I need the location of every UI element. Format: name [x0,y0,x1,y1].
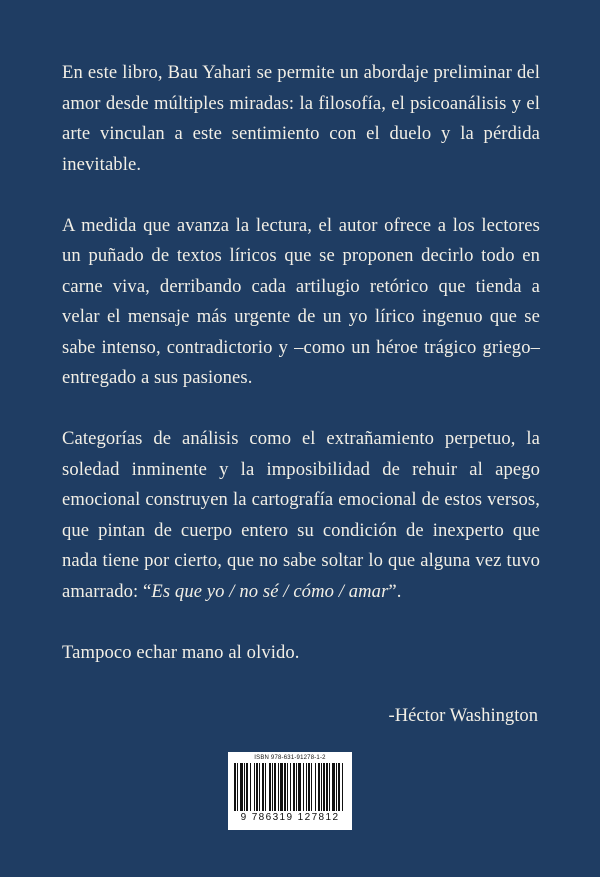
blurb-text [62,58,540,699]
author-signature: -Héctor Washington [388,705,538,726]
isbn-label: ISBN 978-631-91278-1-2 [254,755,326,761]
blurb-paragraph-3 [62,424,540,607]
quoted-verse: Es que yo / no sé / cómo / amar [151,580,389,602]
barcode-digits: 9 786319 127812 [240,812,340,823]
blurb-paragraph-2: A medida que avanza la lectura, el autor ofrece a los lectores un puñado de textos líricos que se proponen decirlo todo en carne viva, derribando cada artilugio retórico que tienda a velar el mensaje más urgente de un yo lírico ingenuo que se sabe intenso, contradictorio y –como un héroe trágico griego– entregado a sus pasiones. [62,214,540,388]
paragraph-3-text: Categorías de análisis como el extrañamiento perpetuo, la soledad inminente y la imposibilidad de rehuir al apego emocional construyen la cartografía emocional de estos versos, que pintan de cuerpo entero su condición de inexperto que nada tiene por cierto, que no sabe soltar lo que alguna vez tuvo amarrado: [62,428,540,602]
quote-open-mark: “ [143,580,152,602]
blurb-paragraph-4: Tampoco echar mano al olvido. [62,641,300,663]
quote-close-mark: ”. [388,580,402,602]
blurb-paragraph-1: En este libro, Bau Yahari se permite un abordaje preliminar del amor desde múltiples miradas: la filosofía, el psicoanálisis y el arte vinculan a este sentimiento con el duelo y la pérdida inevitable. [62,62,540,175]
barcode-bars [232,763,348,811]
isbn-barcode [228,752,352,830]
